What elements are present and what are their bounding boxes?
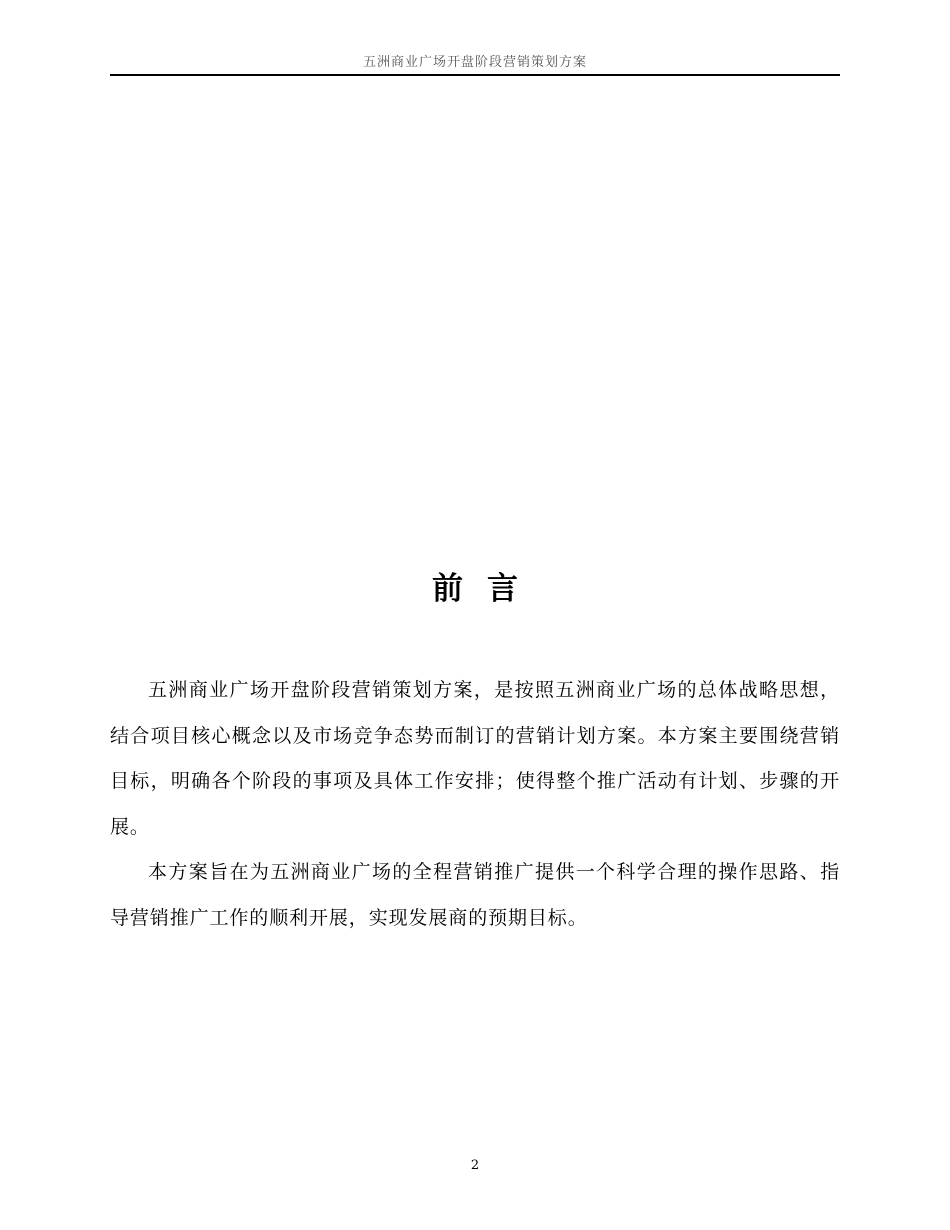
page-number: 2	[470, 1158, 480, 1173]
section-title: 前言	[432, 571, 542, 607]
page-header	[110, 52, 840, 76]
body-text	[110, 668, 840, 941]
paragraph-1: 五洲商业广场开盘阶段营销策划方案，是按照五洲商业广场的总体战略思想，结合项目核心概念以及市场竞争态势而制订的营销计划方案。本方案主要围绕营销目标，明确各个阶段的事项及具体工作安排；使得整个推广活动有计划、步骤的开展。	[110, 679, 840, 838]
paragraph-2: 本方案旨在为五洲商业广场的全程营销推广提供一个科学合理的操作思路、指导营销推广工作的顺利开展，实现发展商的预期目标。	[110, 861, 840, 929]
header-title: 五洲商业广场开盘阶段营销策划方案	[362, 55, 587, 70]
